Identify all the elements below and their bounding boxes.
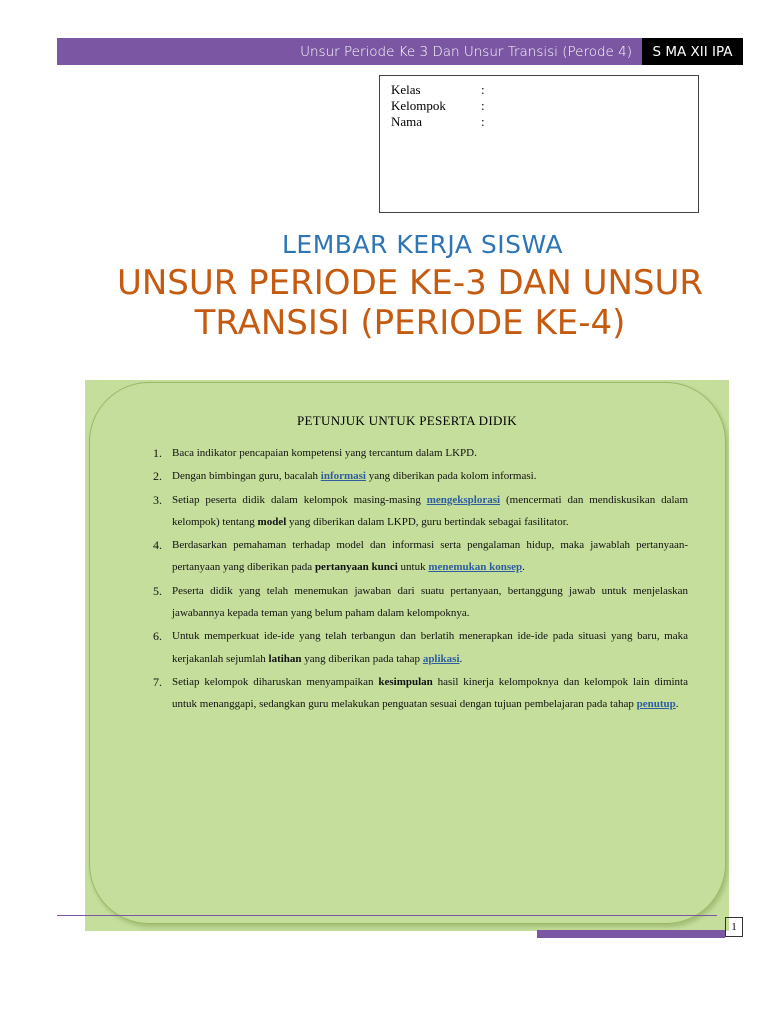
identity-label: Kelas — [391, 82, 421, 97]
list-item — [153, 534, 688, 579]
highlighted-term: informasi — [320, 470, 366, 483]
identity-colon: : — [481, 82, 485, 97]
instructions-list — [153, 442, 688, 717]
identity-row-nama — [391, 114, 698, 130]
list-item-text — [172, 442, 688, 464]
text-run: yang diberikan dalam LKPD, guru bertindak sebagai fasilitator. — [286, 515, 569, 528]
list-item — [153, 442, 688, 464]
list-item-text — [172, 580, 688, 625]
highlighted-term: menemukan konsep — [428, 561, 523, 574]
identity-row-kelompok — [391, 98, 698, 114]
text-run: yang diberikan pada tahap — [301, 652, 423, 665]
text-run: Baca indikator pencapaian kompetensi yang tercantum dalam LKPD. — [172, 447, 477, 459]
list-item-text — [172, 465, 688, 487]
list-item — [153, 625, 688, 670]
header-bar — [57, 38, 642, 65]
identity-colon: : — [481, 98, 485, 113]
list-item-text — [172, 671, 688, 716]
footer-divider — [57, 915, 717, 916]
text-run: (mencermati dan mendiskusikan dalam kelompok) tentang — [172, 493, 688, 528]
list-item — [153, 489, 688, 534]
footer-accent-bar — [537, 930, 725, 938]
page-title: UNSUR PERIODE KE-3 DAN UNSUR TRANSISI (PERIODE KE-4) — [116, 263, 704, 343]
header-class-tag: S MA XII IPA — [642, 38, 743, 65]
list-item-number: 6. — [153, 629, 162, 644]
list-item-text — [172, 534, 688, 579]
list-item-number: 5. — [153, 583, 162, 598]
text-run: Berdasarkan pemahaman terhadap model dan informasi serta pengalaman hidup, maka jawablah pertanyaan-pertanyaan yang diberikan pada — [172, 539, 688, 574]
list-item-number: 1. — [153, 446, 162, 460]
text-run: hasil kinerja kelompoknya dan kelompok lain diminta untuk menanggapi, sedangkan guru melakukan penguatan sesuai dengan tujuan pembelajaran pada tahap — [172, 675, 688, 711]
text-run: . — [522, 561, 525, 574]
text-run: untuk — [397, 561, 429, 574]
bold-term: pertanyaan kunci — [314, 561, 398, 574]
page-number: 1 — [725, 917, 743, 937]
list-item — [153, 580, 688, 625]
bold-term: model — [257, 515, 287, 528]
identity-colon: : — [481, 114, 485, 129]
highlighted-term: mengeksplorasi — [426, 493, 501, 506]
worksheet-label: LEMBAR KERJA SISWA — [282, 230, 563, 259]
instructions-panel — [85, 380, 729, 931]
text-run: Peserta didik yang telah menemukan jawaban dari suatu pertanyaan, bertanggung jawab untuk menjelaskan jawabannya kepada teman yang belum paham dalam kelompoknya. — [172, 584, 688, 620]
identity-label: Nama — [391, 114, 423, 129]
text-run: . — [675, 698, 679, 711]
bold-term: latihan — [268, 652, 302, 665]
list-item — [153, 671, 688, 716]
text-run: . — [459, 652, 463, 665]
identity-label: Kelompok — [391, 98, 446, 113]
identity-row-kelas — [391, 82, 698, 98]
list-item — [153, 465, 688, 487]
highlighted-term: aplikasi — [422, 652, 460, 665]
list-item-text — [172, 489, 688, 534]
text-run: Setiap kelompok diharuskan menyampaikan — [172, 675, 379, 688]
list-item-text — [172, 625, 688, 670]
text-run: yang diberikan pada kolom informasi. — [366, 470, 537, 483]
student-identity-box — [379, 75, 699, 213]
bold-term: kesimpulan — [378, 675, 433, 688]
highlighted-term: penutup — [636, 698, 676, 711]
list-item-number: 4. — [153, 538, 162, 553]
list-item-number: 7. — [153, 674, 162, 689]
list-item-number: 2. — [153, 469, 162, 484]
text-run: Untuk memperkuat ide-ide yang telah terbangun dan berlatih menerapkan ide-ide pada situasi yang baru, maka kerjakanlah sejumlah — [172, 630, 688, 665]
list-item-number: 3. — [153, 492, 162, 507]
instructions-title: PETUNJUK UNTUK PESERTA DIDIK — [297, 413, 517, 428]
text-run: Setiap peserta didik dalam kelompok masing-masing — [172, 493, 427, 506]
text-run: Dengan bimbingan guru, bacalah — [172, 470, 321, 483]
header-title: Unsur Periode Ke 3 Dan Unsur Transisi (Perode 4) — [300, 43, 632, 60]
